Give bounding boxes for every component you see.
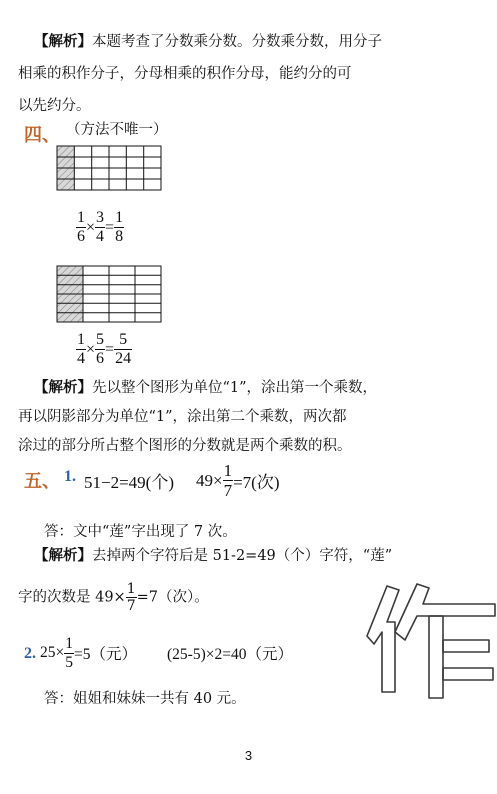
question-2-answer: 答：姐姐和妹妹一共有 40 元。 [44, 691, 246, 707]
analysis-tag: 【解析】 [34, 379, 92, 396]
question-2-number: 2. [24, 645, 36, 662]
equation-1: $\frac{1}{6}$ × $\frac{3}{4}$ = $\frac{1}{8}$ [77, 209, 124, 245]
section-4-note: （方法不唯一） [66, 122, 168, 138]
question-1-answer: 答：文中“莲”字出现了 7 次。 [44, 524, 237, 540]
section-5-heading: 五、 [24, 471, 60, 492]
analysis-line-3: 以先约分。 [18, 98, 91, 114]
fraction-b: $\frac{3}{4}$ [96, 209, 105, 245]
fraction: $\frac{1}{7}$ [223, 461, 233, 500]
question-1-analysis-line-1: 【解析】去掉两个字符后是 51-2=49（个）字符，“莲” [34, 547, 393, 564]
analysis-text-1: 本题考查了分数乘分数。分数乘分数，用分子 [92, 34, 382, 50]
grid-figure-2 [56, 265, 164, 323]
equation-2: $\frac{1}{4}$ × $\frac{5}{6}$ = $\frac{5}{24}$ [77, 331, 132, 367]
fraction-a: $\frac{1}{4}$ [77, 331, 85, 367]
section-4-analysis-line-1: 【解析】先以整个图形为单位“1”，涂出第一个乘数， [34, 379, 378, 396]
analysis-line-2: 相乘的积作分子，分母相乘的积作分母，能约分的可 [18, 66, 352, 82]
question-1-analysis-line-2: 字的次数是 49× $\frac{1}{7}$ =7（次）。 [18, 581, 209, 614]
section-4-analysis-line-3: 涂过的部分所占整个图形的分数就是两个乘数的积。 [18, 438, 352, 454]
fraction-result: $\frac{5}{24}$ [115, 331, 132, 367]
fraction-a: $\frac{1}{6}$ [77, 209, 85, 245]
section-4-heading: 四、 [24, 125, 60, 146]
grid-figure-1 [56, 145, 164, 191]
fraction-result: $\frac{1}{8}$ [115, 209, 124, 245]
fraction: $\frac{1}{5}$ [65, 635, 73, 671]
analysis-tag: 【解析】 [34, 547, 92, 564]
question-2-calculation: 25× $\frac{1}{5}$ =5（元） (25-5)×2=40（元） [40, 635, 293, 671]
fraction: $\frac{1}{7}$ [126, 581, 136, 614]
question-1-number: 1. [64, 468, 76, 485]
analysis-tag: 【解析】 [34, 33, 92, 50]
question-1-calculation: 51−2=49(个) 49× $\frac{1}{7}$ =7(次) [84, 461, 280, 500]
page-number: 3 [244, 748, 253, 763]
fraction-b: $\frac{5}{6}$ [96, 331, 105, 367]
analysis-line-1 [34, 32, 382, 52]
section-4-analysis-line-2: 再以阴影部分为单位“1”，涂出第二个乘数，两次都 [18, 409, 347, 425]
zuo-watermark-icon [365, 582, 497, 700]
